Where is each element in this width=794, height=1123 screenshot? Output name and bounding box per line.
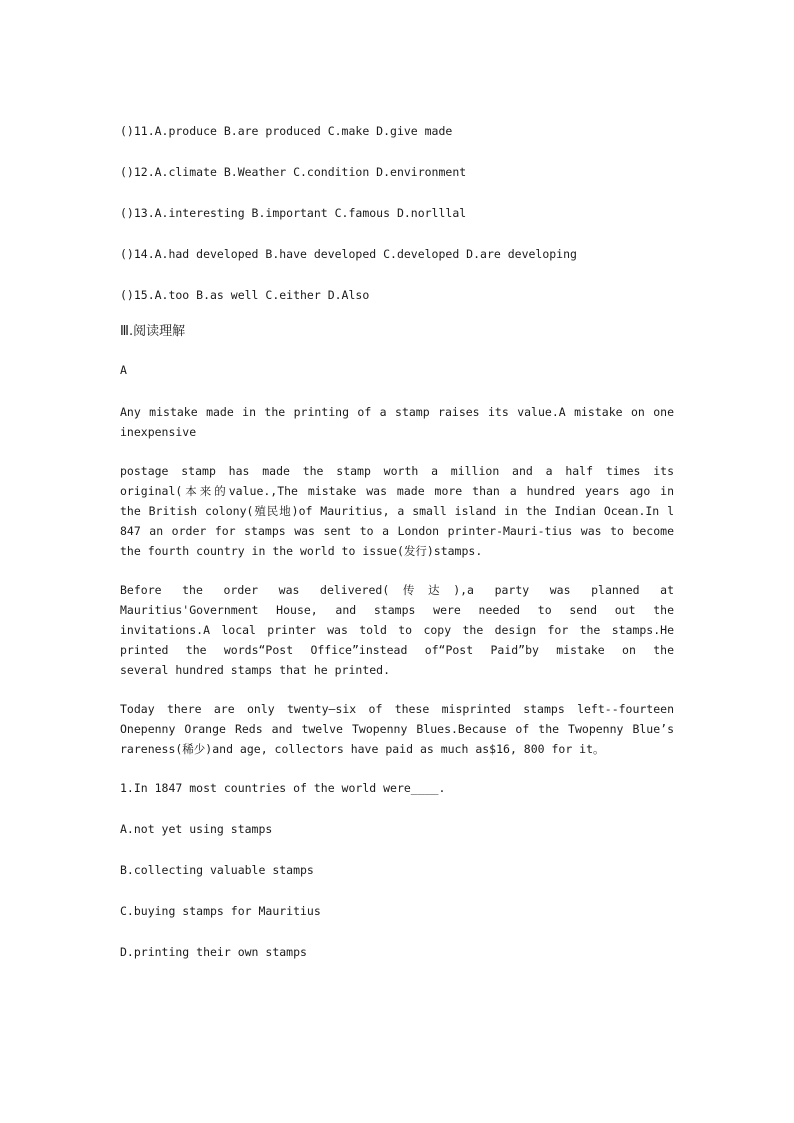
paragraph-line: several hundred stamps that he printed. [120,663,391,677]
paragraph-line: Mauritius'Government House, and stamps were needed to send out the [120,603,674,617]
option-line-14: ()14.A.had developed B.have developed C.developed D.are developing [120,247,577,261]
section-title: Ⅲ.阅读理解 [120,324,186,339]
paragraph-4 [120,699,674,759]
paragraph-line: Onepenny Orange Reds and twelve Twopenny Blues.Because of the Twopenny Blue’s [120,722,674,736]
answer-choice-d: D.printing their own stamps [120,945,307,959]
paragraph-line: Before the order was delivered(传达),a party was planned at [120,583,674,597]
option-line-12: ()12.A.climate B.Weather C.condition D.environment [120,165,467,179]
question-stem: 1.In 1847 most countries of the world were____. [120,781,446,795]
document-content [120,121,674,983]
answer-choice-a: A.not yet using stamps [120,822,273,836]
paragraph-line: the British colony(殖民地)of Mauritius, a small island in the Indian Ocean.In l [120,504,674,518]
paragraph-line: inexpensive [120,425,197,439]
paragraph-line: the fourth country in the world to issue(发行)stamps. [120,544,483,558]
paragraph-line: 847 an order for stamps was sent to a London printer-Mauri-tius was to become [120,524,674,538]
answer-choice-b: B.collecting valuable stamps [120,863,314,877]
option-line-13: ()13.A.interesting B.important C.famous D.norlllal [120,206,467,220]
option-line-11: ()11.A.produce B.are produced C.make D.give made [120,124,453,138]
paragraph-line: rareness(稀少)and age, collectors have paid as much as$16, 800 for it。 [120,742,605,756]
paragraph-line: postage stamp has made the stamp worth a million and a half times its [120,464,674,478]
paragraph-line: printed the words“Post Office”instead of“Post Paid”by mistake on the [120,643,674,657]
paragraph-line: original(本来的value.,The mistake was made more than a hundred years ago in [120,484,674,498]
answer-choice-c: C.buying stamps for Mauritius [120,904,321,918]
paragraph-line: Any mistake made in the printing of a stamp raises its value.A mistake on one [120,405,674,419]
paragraph-3 [120,580,674,680]
paragraph-line: invitations.A local printer was told to copy the design for the stamps.He [120,623,674,637]
paragraph-2 [120,461,674,561]
paragraph-line: Today there are only twenty—six of these misprinted stamps left--fourteen [120,702,674,716]
option-line-15: ()15.A.too B.as well C.either D.Also [120,288,370,302]
paragraph-1 [120,402,674,442]
passage-label: A [120,363,127,377]
